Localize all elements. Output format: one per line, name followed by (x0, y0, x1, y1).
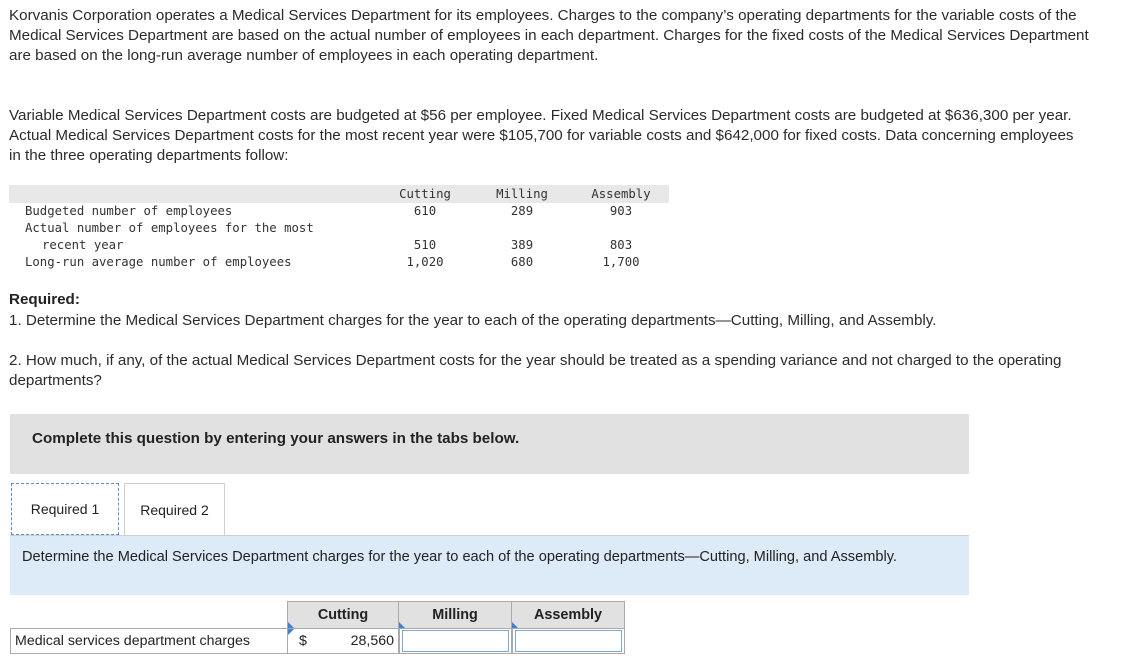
currency-symbol: $ (299, 633, 307, 649)
answer-header-label: Cutting (317, 607, 369, 623)
data-table-header-band (9, 185, 669, 203)
answer-header-label: Assembly (534, 607, 602, 623)
data-row-label-continued: recent year (42, 238, 124, 252)
answer-header-milling (399, 601, 512, 628)
cutting-charge-cell (287, 628, 399, 654)
tab-required-2[interactable]: Required 2 (124, 483, 225, 535)
milling-charge-input[interactable] (400, 629, 511, 653)
data-cell: 1,700 (602, 255, 640, 269)
answer-header-label: Milling (432, 607, 478, 623)
data-cell: 289 (510, 204, 534, 218)
data-header-milling: Milling (496, 187, 548, 201)
answer-header-cutting (287, 601, 399, 628)
problem-paragraph-1: Korvanis Corporation operates a Medical Services Department for its employees. Charges to the company’s operating departments for the variable costs of the Medical Services Department are based on the actual number of employees in each department. Charges for the fixed costs of the Medical Services Department are based on the long-run average number of employees in each operating department. (9, 7, 1089, 64)
data-header-cutting: Cutting (399, 187, 451, 201)
data-cell: 903 (609, 204, 633, 218)
tab-required-1[interactable]: Required 1 (11, 483, 119, 535)
assembly-charge-cell (512, 628, 625, 654)
data-cell: 1,020 (406, 255, 444, 269)
cutting-charge-input[interactable] (288, 629, 398, 653)
milling-charge-cell (399, 628, 512, 654)
data-cell: 803 (609, 238, 633, 252)
data-header-assembly: Assembly (591, 187, 651, 201)
instruction-banner (10, 414, 969, 474)
instruction-text: Complete this question by entering your answers in the tabs below. (32, 430, 520, 447)
answer-header-assembly (512, 601, 625, 628)
data-cell: 510 (413, 238, 437, 252)
data-cell: 610 (413, 204, 437, 218)
assembly-charge-input[interactable] (513, 629, 624, 653)
data-row-label: Long-run average number of employees (25, 255, 292, 269)
required-heading: Required: (9, 291, 80, 308)
answer-row-label: Medical services department charges (10, 628, 287, 654)
data-cell: 680 (510, 255, 534, 269)
data-row-label: Actual number of employees for the most (25, 221, 314, 235)
data-cell: 389 (510, 238, 534, 252)
required-item-1: 1. Determine the Medical Services Department charges for the year to each of the operating departments—Cutting, Milling, and Assembly. (9, 312, 937, 329)
required-item-2: 2. How much, if any, of the actual Medical Services Department costs for the year should be treated as a spending variance and not charged to the operating departments? (9, 352, 1062, 389)
data-row-label: Budgeted number of employees (25, 204, 233, 218)
question-prompt-box (10, 536, 969, 595)
problem-paragraph-2: Variable Medical Services Department costs are budgeted at $56 per employee. Fixed Medical Services Department costs are budgeted at $636,300 per year. Actual Medical Services Department costs for the most recent year were $105,700 for variable costs and $642,000 for fixed costs. Data concerning employees in the three operating departments follow: (9, 107, 1074, 164)
question-prompt: Determine the Medical Services Department charges for the year to each of the operating departments—Cutting, Milling, and Assembly. (22, 549, 897, 565)
